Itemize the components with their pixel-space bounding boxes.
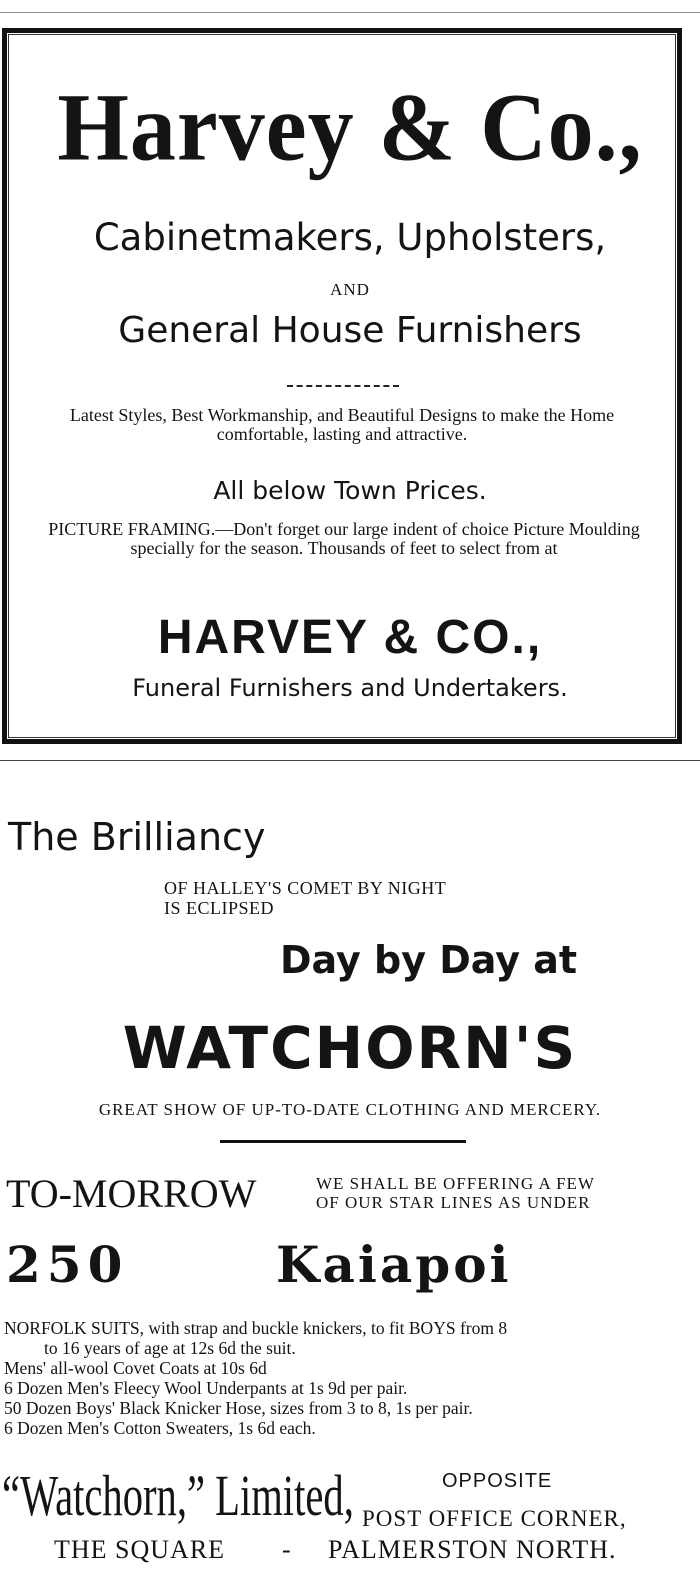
list-item: 50 Dozen Boys' Black Knicker Hose, sizes from 3 to 8, 1s per pair. <box>4 1398 473 1418</box>
top-rule <box>0 12 700 13</box>
harvey-trade-line-2: General House Furnishers <box>118 310 582 351</box>
list-item: 6 Dozen Men's Fleecy Wool Underpants at 1s 9d per pair. <box>4 1378 408 1398</box>
list-item: to 16 years of age at 12s 6d the suit. <box>44 1338 296 1358</box>
watchorn-item-list <box>4 1318 694 1438</box>
watchorn-store-name: WATCHORN'S <box>122 1014 578 1082</box>
list-item: Mens' all-wool Covet Coats at 10s 6d <box>4 1358 267 1378</box>
watchorn-divider <box>220 1140 466 1143</box>
watchorn-day-by-day: Day by Day at <box>280 938 578 982</box>
ad-separator <box>0 760 700 761</box>
harvey-trade-line: Cabinetmakers, Upholsters, <box>93 216 607 259</box>
list-item: 6 Dozen Men's Cotton Sweaters, 1s 6d each. <box>4 1418 316 1438</box>
watchorn-tomorrow: TO-MORROW <box>6 1171 257 1216</box>
watchorn-offering: WE SHALL BE OFFERING A FEW OF OUR STAR LINES AS UNDER <box>316 1174 595 1212</box>
list-item: NORFOLK SUITS, with strap and buckle knickers, to fit BOYS from 8 <box>4 1318 508 1338</box>
watchorn-kaiapoi: Kaiapoi <box>276 1235 512 1294</box>
harvey-title: Harvey & Co., <box>57 73 643 181</box>
watchorn-town: PALMERSTON NORTH. <box>328 1535 617 1564</box>
harvey-framing-text: PICTURE FRAMING.—Don't forget our large indent of choice Picture Moulding specially for the season. Thousands of feet to select from at <box>48 519 640 558</box>
harvey-funeral: Funeral Furnishers and Undertakers. <box>132 674 568 702</box>
harvey-name-repeat: HARVEY & CO., <box>157 611 543 664</box>
harvey-and: AND <box>330 280 370 299</box>
watchorn-post-office: POST OFFICE CORNER, <box>362 1506 627 1531</box>
watchorn-square: THE SQUARE <box>54 1535 226 1564</box>
watchorn-address-dash: - <box>282 1535 291 1564</box>
watchorn-halley: OF HALLEY'S COMET BY NIGHT IS ECLIPSED <box>164 878 447 918</box>
watchorn-headline: The Brilliancy <box>8 815 266 859</box>
watchorn-number: 250 <box>6 1235 129 1294</box>
harvey-dash-divider <box>287 385 399 387</box>
harvey-prices: All below Town Prices. <box>213 476 487 505</box>
watchorn-show: GREAT SHOW OF UP-TO-DATE CLOTHING AND MERCERY. <box>98 1100 602 1119</box>
harvey-styles-text: Latest Styles, Best Workmanship, and Beautiful Designs to make the Home comfortable, lasting and attractive. <box>69 405 615 444</box>
watchorn-opposite: OPPOSITE <box>442 1470 553 1492</box>
watchorn-limited: “Watchorn,” Limited, <box>2 1463 354 1528</box>
